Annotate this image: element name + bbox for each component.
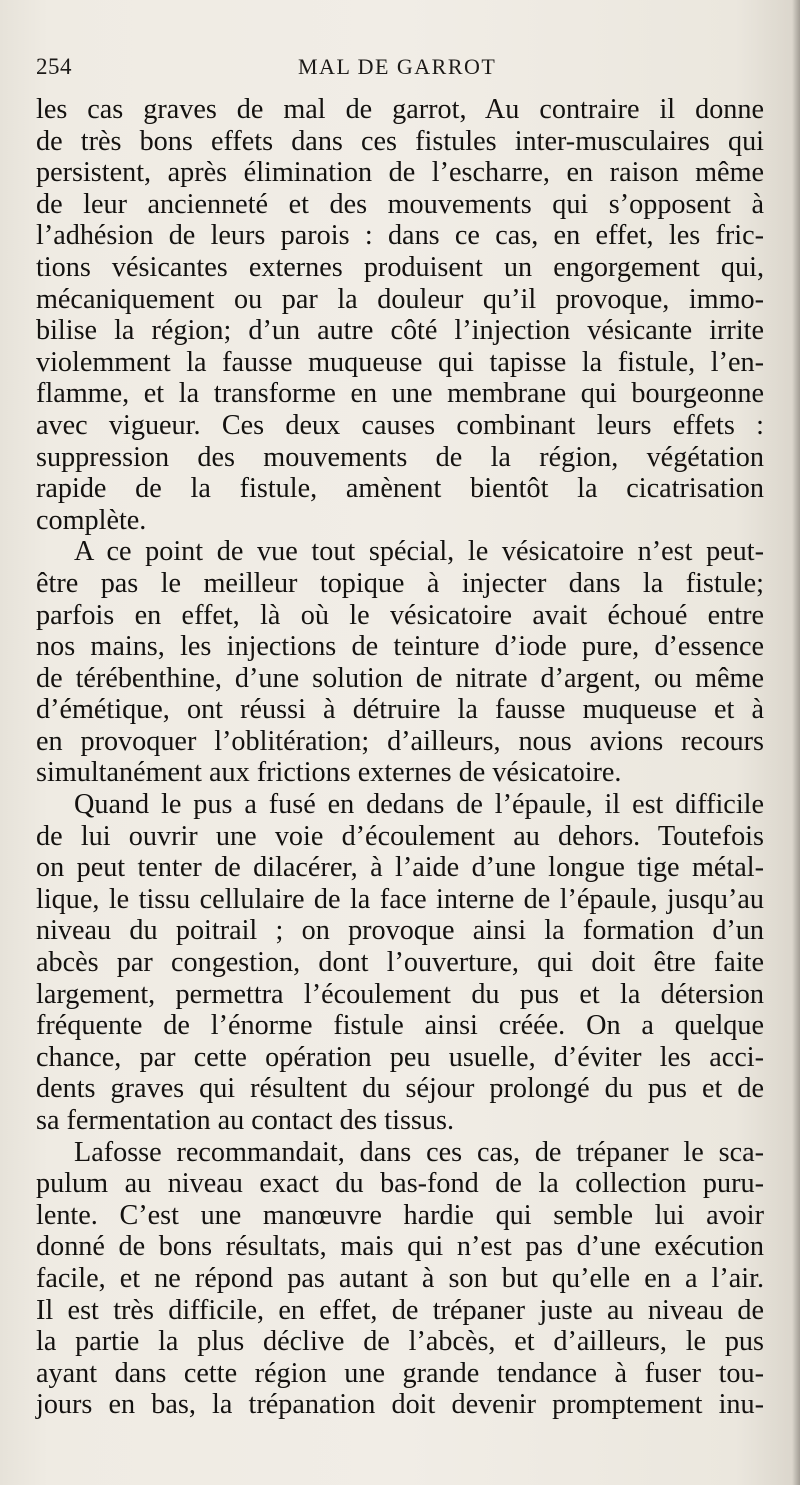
page-edge-shadow — [792, 0, 800, 1485]
text-line: suppression des mouvements de la région, végétation — [36, 441, 764, 473]
text-line: Il est très difficile, en effet, de trépaner juste au niveau de — [36, 1294, 764, 1326]
text-line: abcès par congestion, dont l’ouverture, qui doit être faite — [36, 947, 764, 979]
paragraph-start-line: Lafosse recommandait, dans ces cas, de trépaner le sca- — [74, 1136, 764, 1168]
text-line: on peut tenter de dilacérer, à l’aide d’une longue tige métal- — [36, 852, 764, 884]
text-line: de leur ancienneté et des mouvements qui s’opposent à — [36, 188, 764, 220]
text-line: complète. — [36, 504, 147, 536]
body-text — [36, 94, 764, 1421]
text-line: largement, permettra l’écoulement du pus et la détersion — [36, 978, 764, 1010]
text-line: parfois en effet, là où le vésicatoire avait échoué entre — [36, 599, 764, 631]
text-line: donné de bons résultats, mais qui n’est pas d’une exécution — [36, 1231, 764, 1263]
paragraph-start-line: Quand le pus a fusé en dedans de l’épaule, il est difficile — [74, 789, 764, 821]
text-line: de lui ouvrir une voie d’écoulement au dehors. Toutefois — [36, 820, 764, 852]
text-line: violemment la fausse muqueuse qui tapisse la fistule, l’en- — [36, 346, 764, 378]
text-line: dents graves qui résultent du séjour prolongé du pus et de — [36, 1073, 764, 1105]
text-line: facile, et ne répond pas autant à son but qu’elle en a l’air. — [36, 1262, 764, 1294]
text-line: nos mains, les injections de teinture d’iode pure, d’essence — [36, 631, 764, 663]
text-line: flamme, et la transforme en une membrane qui bourgeonne — [36, 378, 764, 410]
text-line: mécaniquement ou par la douleur qu’il provoque, immo- — [36, 283, 764, 315]
text-line: jours en bas, la trépanation doit devenir promptement inu- — [36, 1389, 764, 1421]
running-header — [36, 54, 766, 88]
text-line: rapide de la fistule, amènent bientôt la cicatrisation — [36, 473, 764, 505]
text-line: tions vésicantes externes produisent un engorgement qui, — [36, 251, 764, 283]
text-line: les cas graves de mal de garrot, Au contraire il donne — [36, 94, 764, 125]
text-line: sa fermentation au contact des tissus. — [36, 1105, 454, 1136]
text-line: persistent, après élimination de l’escharre, en raison même — [36, 157, 764, 189]
text-line: d’émétique, ont réussi à détruire la fausse muqueuse et à — [36, 694, 764, 726]
paragraph-start-line: A ce point de vue tout spécial, le vésicatoire n’est peut- — [74, 536, 764, 568]
text-line: simultanément aux frictions externes de vésicatoire. — [36, 757, 622, 789]
text-line: de très bons effets dans ces fistules inter-musculaires qui — [36, 125, 764, 157]
text-line: la partie la plus déclive de l’abcès, et d’ailleurs, le pus — [36, 1326, 764, 1358]
text-line: bilise la région; d’un autre côté l’injection vésicante irrite — [36, 315, 764, 347]
text-line: lique, le tissu cellulaire de la face interne de l’épaule, jusqu’au — [36, 883, 764, 915]
text-line: de térébenthine, d’une solution de nitrate d’argent, ou même — [36, 662, 764, 694]
text-line: fréquente de l’énorme fistule ainsi créée. On a quelque — [36, 1010, 764, 1042]
text-line: chance, par cette opération peu usuelle, d’éviter les acci- — [36, 1041, 764, 1073]
text-line: en provoquer l’oblitération; d’ailleurs, nous avions recours — [36, 725, 764, 757]
text-line: lente. C’est une manœuvre hardie qui semble lui avoir — [36, 1199, 764, 1231]
text-line: avec vigueur. Ces deux causes combinant leurs effets : — [36, 409, 764, 441]
text-line: ayant dans cette région une grande tendance à fuser tou- — [36, 1357, 764, 1389]
running-title: MAL DE GARROT — [298, 54, 497, 79]
text-line: l’adhésion de leurs parois : dans ce cas, en effet, les fric- — [36, 220, 764, 252]
page-number: 254 — [36, 54, 72, 79]
text-line: niveau du poitrail ; on provoque ainsi la formation d’un — [36, 915, 764, 947]
text-line: être pas le meilleur topique à injecter dans la fistule; — [36, 567, 764, 599]
text-line: pulum au niveau exact du bas-fond de la collection puru- — [36, 1168, 764, 1200]
